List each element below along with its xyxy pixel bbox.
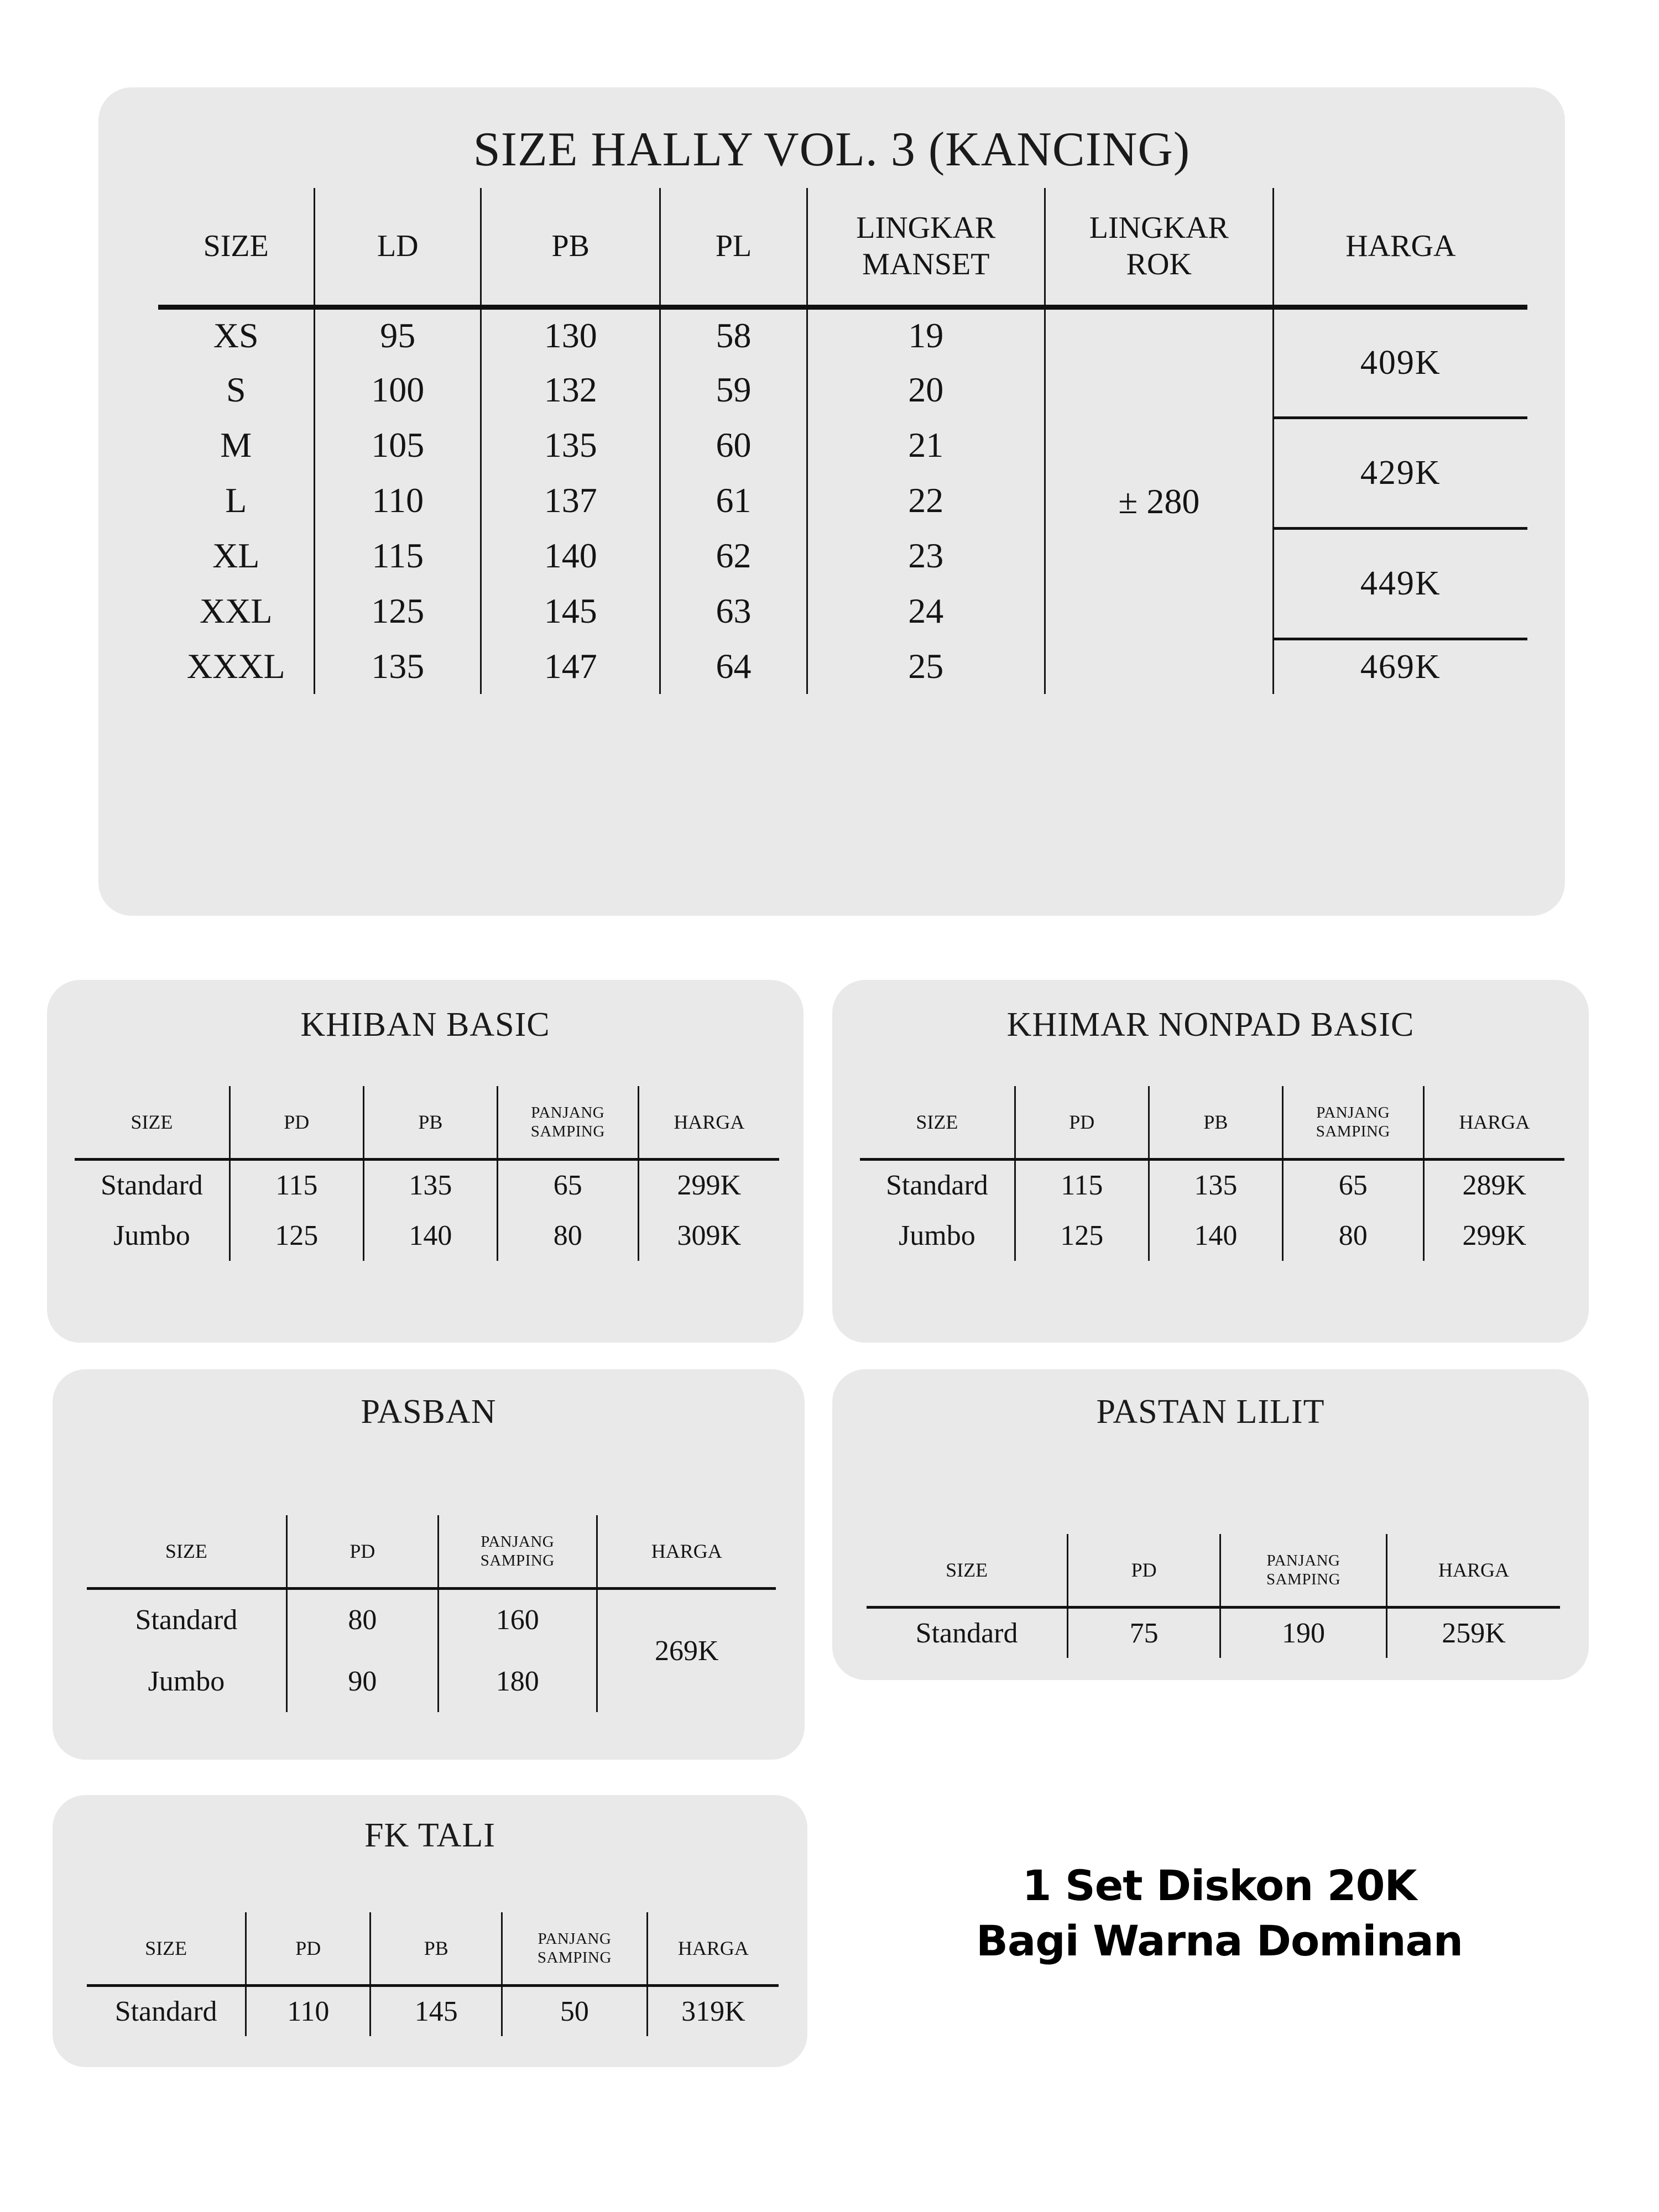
cell-harga: 299K [638,1159,779,1210]
pastan-lilit-card [832,1369,1589,1680]
cell-pl: 58 [660,307,807,362]
cell-panjang: 50 [502,1985,648,2036]
table-row [75,1210,779,1261]
cell-lingkar-manset: 23 [807,528,1045,583]
cell-panjang: 80 [1282,1210,1423,1261]
cell-harga: 319K [647,1985,779,2036]
fktali-header-panjang-line1: PANJANG [538,1929,612,1948]
fk-tali-card [53,1795,807,2067]
cell-size: Jumbo [148,1665,225,1697]
khiban-table-body [75,1159,779,1261]
fktali-header-row [87,1912,779,1985]
cell-pd: 125 [1015,1210,1149,1261]
cell-ld: 135 [315,639,481,694]
cell-ld: 105 [315,418,481,473]
khimar-header-size: SIZE [860,1086,1015,1159]
cell-pl: 59 [660,362,807,418]
pastan-header-row [867,1534,1560,1607]
cell-panjang: 160 [438,1588,597,1650]
khimar-nonpad-basic-card [832,980,1589,1343]
cell-pb: 145 [371,1985,502,2036]
cell-harga: 409K [1273,307,1527,418]
khimar-table [860,1086,1564,1261]
cell-pd: 115 [1015,1159,1149,1210]
table-row [860,1159,1564,1210]
pasban-header-panjang-line2: SAMPING [480,1551,555,1569]
khiban-header-panjang-line1: PANJANG [531,1103,605,1121]
cell-size: M [220,425,252,465]
pasban-header-size: SIZE [87,1515,286,1588]
cell-harga: 469K [1273,639,1527,694]
pastan-header-pd: PD [1068,1534,1220,1607]
cell-size: XS [213,316,259,356]
cell-harga: 449K [1273,528,1527,639]
cell-lingkar-manset: 25 [807,639,1045,694]
table-row [158,307,1527,362]
cell-pd: 125 [229,1210,363,1261]
cell-lingkar-rok: ± 280 [1045,307,1273,694]
pasban-card [53,1369,805,1760]
cell-harga: 289K [1423,1159,1564,1210]
pasban-title: PASBAN [361,1393,497,1431]
cell-pd: 115 [229,1159,363,1210]
table-row [75,1159,779,1210]
khimar-header-pb: PB [1149,1086,1282,1159]
pastan-header-harga: HARGA [1386,1534,1560,1607]
cell-pl: 64 [660,639,807,694]
khimar-title: KHIMAR NONPAD BASIC [1006,1006,1415,1044]
cell-pb: 130 [481,307,660,362]
cell-ld: 110 [315,473,481,528]
main-header-row [158,188,1527,307]
khiban-header-panjang-samping [497,1086,638,1159]
pasban-header-panjang-samping [438,1515,597,1588]
cell-size: Standard [135,1604,238,1636]
cell-pb: 140 [481,528,660,583]
pastan-header-size: SIZE [867,1534,1068,1607]
cell-pb: 147 [481,639,660,694]
cell-panjang: 80 [497,1210,638,1261]
khimar-table-wrapper [860,1086,1564,1261]
cell-pd: 90 [286,1650,438,1712]
fktali-title: FK TALI [364,1817,495,1854]
cell-harga: 259K [1386,1607,1560,1658]
cell-ld: 95 [315,307,481,362]
khiban-table-wrapper [75,1086,779,1261]
khiban-header-harga: HARGA [638,1086,779,1159]
khiban-basic-card [47,980,804,1343]
khiban-table [75,1086,779,1261]
pastan-table-body [867,1607,1560,1658]
khiban-header-size: SIZE [75,1086,229,1159]
cell-lingkar-manset: 24 [807,583,1045,639]
main-table-wrapper [158,188,1527,885]
cell-pl: 61 [660,473,807,528]
pastan-header-panjang-line2: SAMPING [1266,1570,1341,1588]
khimar-header-pd: PD [1015,1086,1149,1159]
khiban-header-pb: PB [363,1086,497,1159]
cell-pd: 110 [246,1985,371,2036]
table-row [158,639,1527,694]
pastan-header-panjang-samping [1220,1534,1387,1607]
promo-line-1: 1 Set Diskon 20K [1022,1861,1417,1910]
cell-ld: 115 [315,528,481,583]
fktali-header-size: SIZE [87,1912,246,1985]
pasban-table-wrapper [87,1515,776,1712]
promo-banner [852,1858,1587,1969]
cell-pl: 60 [660,418,807,473]
khimar-header-panjang-samping [1282,1086,1423,1159]
khiban-title: KHIBAN BASIC [300,1006,550,1044]
pastan-table [867,1534,1560,1658]
cell-pb: 145 [481,583,660,639]
khimar-header-panjang-line2: SAMPING [1316,1122,1390,1140]
cell-size: S [226,370,246,409]
header-lingkar-rok [1045,188,1273,307]
cell-panjang: 190 [1220,1607,1387,1658]
main-table-body [158,307,1527,694]
main-table-title: SIZE HALLY VOL. 3 (KANCING) [473,123,1191,176]
cell-pl: 62 [660,528,807,583]
cell-pb: 137 [481,473,660,528]
khiban-header-row [75,1086,779,1159]
cell-ld: 100 [315,362,481,418]
cell-size: Jumbo [113,1219,190,1251]
cell-pb: 135 [363,1159,497,1210]
cell-pb: 140 [363,1210,497,1261]
header-lingkar-rok-line2: ROK [1126,247,1192,282]
table-row [158,528,1527,583]
cell-size: XXXL [186,646,285,686]
cell-harga: 299K [1423,1210,1564,1261]
cell-size: Jumbo [899,1219,975,1251]
table-row [158,418,1527,473]
khiban-header-panjang-line2: SAMPING [530,1122,605,1140]
pastan-table-wrapper [867,1534,1560,1658]
fktali-header-panjang-samping [502,1912,648,1985]
table-row [87,1588,776,1650]
khiban-header-pd: PD [229,1086,363,1159]
fktali-header-pd: PD [246,1912,371,1985]
cell-pd: 75 [1068,1607,1220,1658]
fktali-table-wrapper [87,1912,779,2036]
pasban-header-harga: HARGA [597,1515,776,1588]
cell-size: Standard [114,1995,217,2027]
pastan-header-panjang-line1: PANJANG [1266,1551,1340,1569]
cell-panjang: 180 [438,1650,597,1712]
cell-lingkar-manset: 19 [807,307,1045,362]
cell-size: Standard [915,1617,1018,1649]
cell-size: Standard [100,1169,203,1201]
cell-lingkar-manset: 21 [807,418,1045,473]
table-row [867,1607,1560,1658]
fktali-header-pb: PB [371,1912,502,1985]
cell-harga: 269K [597,1588,776,1712]
cell-pb: 132 [481,362,660,418]
cell-ld: 125 [315,583,481,639]
khimar-header-panjang-line1: PANJANG [1316,1103,1390,1121]
cell-pl: 63 [660,583,807,639]
hally-size-card [98,87,1565,916]
khimar-table-body [860,1159,1564,1261]
header-lingkar-rok-line1: LINGKAR [1089,211,1229,246]
header-lingkar-manset [807,188,1045,307]
fktali-table-body [87,1985,779,2036]
pasban-header-row [87,1515,776,1588]
header-pl: PL [660,188,807,307]
table-row [860,1210,1564,1261]
pasban-table-body [87,1588,776,1712]
cell-pd: 80 [286,1588,438,1650]
khimar-header-harga: HARGA [1423,1086,1564,1159]
cell-size: Standard [885,1169,988,1201]
cell-size: L [225,481,247,520]
pasban-header-pd: PD [286,1515,438,1588]
cell-panjang: 65 [1282,1159,1423,1210]
pasban-header-panjang-line1: PANJANG [481,1532,555,1551]
cell-pb: 135 [1149,1159,1282,1210]
cell-size: XL [212,536,260,575]
cell-pb: 135 [481,418,660,473]
promo-line-2: Bagi Warna Dominan [976,1916,1463,1966]
cell-lingkar-manset: 22 [807,473,1045,528]
cell-harga: 429K [1273,418,1527,528]
header-lingkar-manset-line1: LINGKAR [856,211,996,246]
cell-size: XXL [199,591,273,630]
cell-pb: 140 [1149,1210,1282,1261]
header-ld: LD [315,188,481,307]
pastan-title: PASTAN LILIT [1096,1393,1325,1431]
fktali-header-panjang-line2: SAMPING [537,1948,612,1966]
cell-lingkar-manset: 20 [807,362,1045,418]
fktali-table [87,1912,779,2036]
khimar-header-row [860,1086,1564,1159]
header-size: SIZE [158,188,315,307]
cell-harga: 309K [638,1210,779,1261]
header-lingkar-manset-line2: MANSET [862,247,990,282]
table-row [87,1985,779,2036]
header-harga: HARGA [1273,188,1527,307]
hally-size-table [158,188,1527,694]
fktali-header-harga: HARGA [647,1912,779,1985]
header-pb: PB [481,188,660,307]
cell-panjang: 65 [497,1159,638,1210]
pasban-table [87,1515,776,1712]
